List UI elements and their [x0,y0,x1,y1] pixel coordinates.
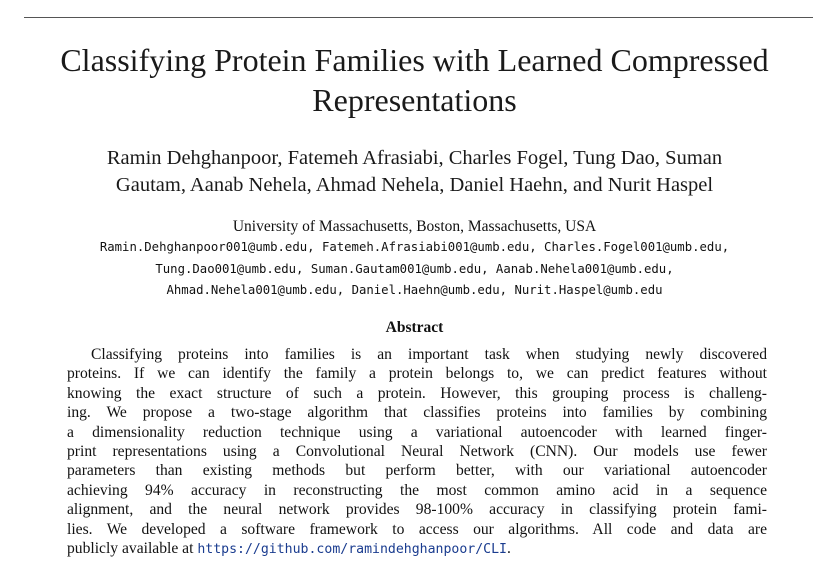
abstract-line: knowing the exact structure of such a protein. However, this grouping process is challeng- [67,384,767,402]
title-line-1: Classifying Protein Families with Learned Compressed [60,42,769,78]
affiliation: University of Massachusetts, Boston, Massachusetts, USA [232,218,597,235]
abstract-line: lies. We developed a software framework to access our algorithms. All code and data are [67,520,767,538]
abstract-line: achieving 94% accuracy in reconstructing the most common amino acid in a sequence [67,481,767,499]
abstract-last-suffix: . [507,540,511,558]
abstract-line: Classifying proteins into families is an important task when studying newly discovered [91,346,767,363]
emails-line-2: Tung.Dao001@umb.edu, Suman.Gautam001@umb.edu, Aanab.Nehela001@umb.edu, [155,261,674,276]
emails-line-3: Ahmad.Nehela001@umb.edu, Daniel.Haehn@umb.edu, Nurit.Haspel@umb.edu [166,283,663,297]
abstract-line: parameters than existing methods but perform better, with our variational autoencoder [67,462,767,480]
abstract-line: print representations using a Convolutional Neural Network (CNN). Our models use fewer [67,443,767,461]
abstract-last-prefix: publicly available at [67,540,198,558]
abstract-line: ing. We propose a two-stage algorithm that classifies proteins into families by combining [67,404,767,422]
title-line-2: Representations [312,82,517,118]
abstract-line: proteins. If we can identify the family a protein belongs to, we can predict features without [67,365,767,383]
paper-title [0,40,829,120]
author-list [0,145,829,199]
authors-line-1: Ramin Dehghanpoor, Fatemeh Afrasiabi, Charles Fogel, Tung Dao, Suman [106,147,723,169]
abstract-last-line [67,539,767,559]
abstract-body [67,345,767,559]
header-rule [24,17,813,18]
email-list [0,237,829,302]
abstract-line: alignment, and the neural network provides 98-100% accuracy in classifying protein fami- [67,501,767,519]
abstract-heading: Abstract [385,319,444,336]
authors-line-2: Gautam, Aanab Nehela, Ahmad Nehela, Daniel Haehn, and Nurit Haspel [115,174,714,196]
code-repository-link[interactable]: https://github.com/ramindehghanpoor/CLI [197,542,507,558]
emails-line-1: Ramin.Dehghanpoor001@umb.edu, Fatemeh.Afrasiabi001@umb.edu, Charles.Fogel001@umb.edu, [99,240,730,254]
abstract-line: a dimensionality reduction technique using a variational autoencoder with learned finger- [67,423,767,441]
